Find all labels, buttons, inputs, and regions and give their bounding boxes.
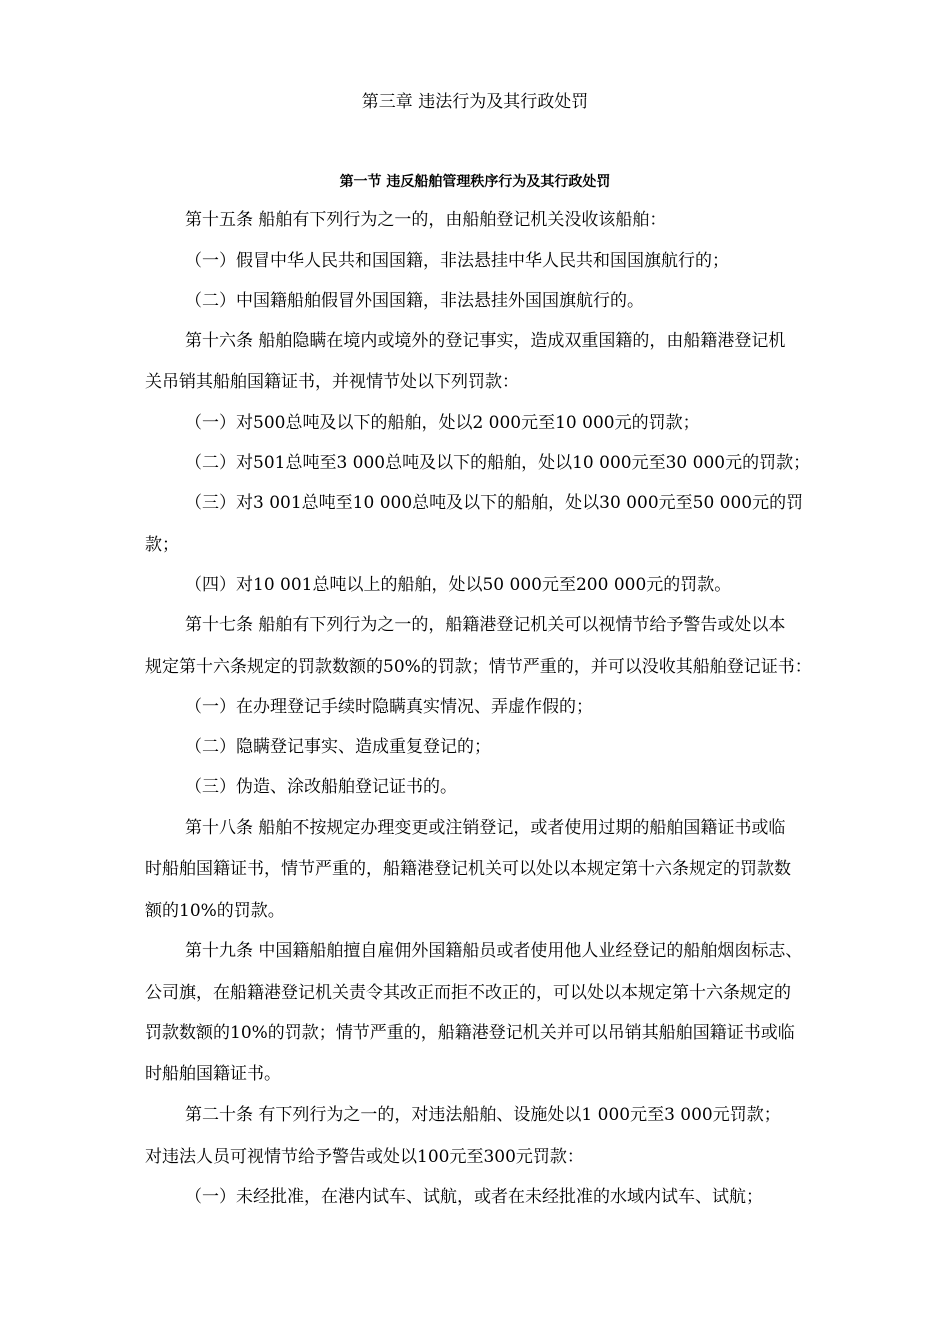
- article-17-item-1: （一）在办理登记手续时隐瞒真实情况、弄虚作假的；: [185, 697, 593, 717]
- article-19-line-2: 公司旗，在船籍港登记机关责令其改正而拒不改正的，可以处以本规定第十六条规定的: [145, 983, 791, 1003]
- article-20-line-1: 第二十条 有下列行为之一的，对违法船舶、设施处以1 000元至3 000元罚款；: [185, 1105, 781, 1125]
- article-18-line-3: 额的10%的罚款。: [145, 901, 285, 921]
- article-19-line-4: 时船舶国籍证书。: [145, 1064, 281, 1084]
- article-17-item-3: （三）伪造、涂改船舶登记证书的。: [185, 777, 457, 797]
- article-15-heading: 第十五条 船舶有下列行为之一的，由船舶登记机关没收该船舶：: [185, 210, 667, 230]
- chapter-title: 第三章 违法行为及其行政处罚: [361, 92, 589, 112]
- article-19-line-3: 罚款数额的10%的罚款；情节严重的，船籍港登记机关并可以吊销其船舶国籍证书或临: [145, 1023, 795, 1043]
- article-16-item-3-line-1: （三）对3 001总吨至10 000总吨及以下的船舶，处以30 000元至50 000元的罚: [185, 493, 804, 513]
- article-16-item-1: （一）对500总吨及以下的船舶，处以2 000元至10 000元的罚款；: [185, 413, 700, 433]
- article-15-item-2: （二）中国籍船舶假冒外国国籍，非法悬挂外国国旗航行的。: [185, 291, 644, 311]
- section-title: 第一节 违反船舶管理秩序行为及其行政处罚: [339, 174, 611, 190]
- article-16-line-2: 关吊销其船舶国籍证书，并视情节处以下列罚款：: [145, 372, 519, 392]
- article-15-item-1: （一）假冒中华人民共和国国籍，非法悬挂中华人民共和国国旗航行的；: [185, 251, 729, 271]
- article-16-line-1: 第十六条 船舶隐瞒在境内或境外的登记事实，造成双重国籍的，由船籍港登记机: [185, 331, 786, 351]
- article-18-line-2: 时船舶国籍证书，情节严重的，船籍港登记机关可以处以本规定第十六条规定的罚款数: [145, 859, 791, 879]
- article-16-item-2: （二）对501总吨至3 000总吨及以下的船舶，处以10 000元至30 000元的罚款；: [185, 453, 811, 473]
- article-19-line-1: 第十九条 中国籍船舶擅自雇佣外国籍船员或者使用他人业经登记的船舶烟囱标志、: [185, 941, 803, 961]
- article-20-item-1: （一）未经批准，在港内试车、试航，或者在未经批准的水域内试车、试航；: [185, 1187, 763, 1207]
- article-17-item-2: （二）隐瞒登记事实、造成重复登记的；: [185, 737, 491, 757]
- article-18-line-1: 第十八条 船舶不按规定办理变更或注销登记，或者使用过期的船舶国籍证书或临: [185, 818, 786, 838]
- article-16-item-4: （四）对10 001总吨以上的船舶，处以50 000元至200 000元的罚款。: [185, 575, 732, 595]
- article-17-line-2: 规定第十六条规定的罚款数额的50%的罚款；情节严重的，并可以没收其船舶登记证书：: [145, 657, 812, 677]
- article-20-line-2: 对违法人员可视情节给予警告或处以100元至300元罚款：: [145, 1147, 584, 1167]
- article-16-item-3-line-2: 款；: [145, 535, 179, 555]
- article-17-line-1: 第十七条 船舶有下列行为之一的，船籍港登记机关可以视情节给予警告或处以本: [185, 615, 786, 635]
